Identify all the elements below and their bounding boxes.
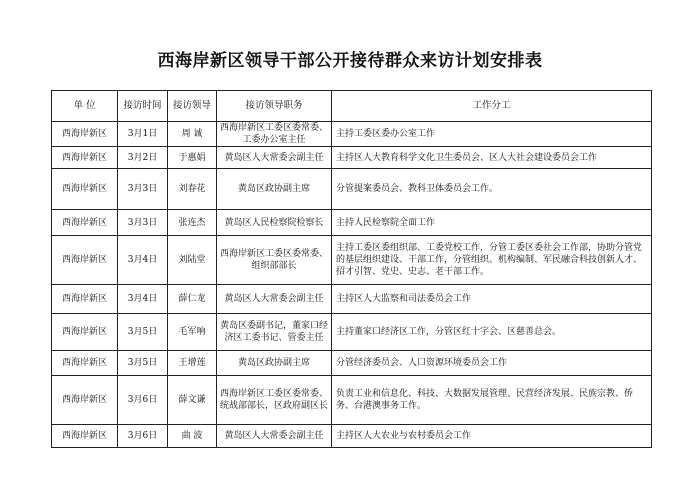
cell-post: 黄岛区人大常委会副主任 (217, 147, 332, 169)
cell-leader: 于惠娟 (168, 147, 217, 169)
cell-unit: 西海岸新区 (52, 122, 118, 147)
header-post: 接访领导职务 (217, 91, 332, 122)
cell-unit: 西海岸新区 (52, 285, 118, 314)
cell-work: 负责工业和信息化、科技、大数据发展管理、民营经济发展、民族宗教、侨务、台港澳事务工作。 (332, 376, 652, 425)
table-row (52, 425, 652, 448)
cell-post: 黄岛区政协副主席 (217, 351, 332, 376)
cell-work: 主持董家口经济区工作，分管区红十字会、区慈善总会。 (332, 314, 652, 351)
cell-leader: 曲 波 (168, 425, 217, 448)
cell-leader: 周 诚 (168, 122, 217, 147)
table-row (52, 351, 652, 376)
cell-time: 3月6日 (118, 425, 168, 448)
cell-unit: 西海岸新区 (52, 210, 118, 236)
table-row (52, 147, 652, 169)
cell-leader: 王增莲 (168, 351, 217, 376)
cell-work: 主持区人大农业与农村委员会工作 (332, 425, 652, 448)
cell-unit: 西海岸新区 (52, 425, 118, 448)
cell-leader: 毛军响 (168, 314, 217, 351)
cell-work: 分管经济委员会、人口资源环境委员会工作 (332, 351, 652, 376)
table-row (52, 210, 652, 236)
cell-post: 西海岸新区工委区委常委、统战部部长，区政府副区长 (217, 376, 332, 425)
cell-unit: 西海岸新区 (52, 147, 118, 169)
cell-leader: 薛文谦 (168, 376, 217, 425)
cell-work: 主持区人大监察和司法委员会工作 (332, 285, 652, 314)
cell-unit: 西海岸新区 (52, 314, 118, 351)
cell-post: 黄岛区委副书记，董家口经济区工委书记、管委主任 (217, 314, 332, 351)
table-header-row (52, 91, 652, 122)
cell-time: 3月2日 (118, 147, 168, 169)
cell-time: 3月3日 (118, 169, 168, 210)
cell-time: 3月4日 (118, 236, 168, 285)
cell-post: 西海岸新区工委区委常委、工委办公室主任 (217, 122, 332, 147)
cell-leader: 刘陆堂 (168, 236, 217, 285)
cell-post: 西海岸新区工委区委常委、组织部部长 (217, 236, 332, 285)
cell-post: 黄岛区人大常委会副主任 (217, 425, 332, 448)
cell-time: 3月5日 (118, 351, 168, 376)
table-row (52, 169, 652, 210)
table-row (52, 376, 652, 425)
table-row (52, 314, 652, 351)
table-row (52, 236, 652, 285)
page-title: 西海岸新区领导干部公开接待群众来访计划安排表 (157, 51, 543, 71)
cell-work: 主持人民检察院全面工作 (332, 210, 652, 236)
cell-leader: 刘春花 (168, 169, 217, 210)
cell-work: 主持区人大教育科学文化卫生委员会、区人大社会建设委员会工作 (332, 147, 652, 169)
table-row (52, 285, 652, 314)
header-leader: 接访领导 (168, 91, 217, 122)
cell-post: 黄岛区人民检察院检察长 (217, 210, 332, 236)
cell-work: 主持工委区委组织部、工委党校工作，分管工委区委社会工作部，协助分管党的基层组织建设、干部工作，分管组织、机构编制、军民融合科技创新人才、招才引智、党史、史志、老干部工作。 (332, 236, 652, 285)
cell-time: 3月1日 (118, 122, 168, 147)
cell-time: 3月3日 (118, 210, 168, 236)
cell-post: 黄岛区人大常委会副主任 (217, 285, 332, 314)
cell-time: 3月5日 (118, 314, 168, 351)
cell-unit: 西海岸新区 (52, 376, 118, 425)
header-time: 接访时间 (118, 91, 168, 122)
cell-unit: 西海岸新区 (52, 351, 118, 376)
cell-unit: 西海岸新区 (52, 236, 118, 285)
cell-time: 3月4日 (118, 285, 168, 314)
header-work: 工作分工 (332, 91, 652, 122)
cell-work: 主持工委区委办公室工作 (332, 122, 652, 147)
cell-leader: 张连杰 (168, 210, 217, 236)
cell-leader: 薛仁龙 (168, 285, 217, 314)
cell-post: 黄岛区政协副主席 (217, 169, 332, 210)
schedule-table (51, 90, 652, 448)
header-unit: 单 位 (52, 91, 118, 122)
cell-unit: 西海岸新区 (52, 169, 118, 210)
cell-time: 3月6日 (118, 376, 168, 425)
cell-work: 分管提案委员会、教科卫体委员会工作。 (332, 169, 652, 210)
table-row (52, 122, 652, 147)
